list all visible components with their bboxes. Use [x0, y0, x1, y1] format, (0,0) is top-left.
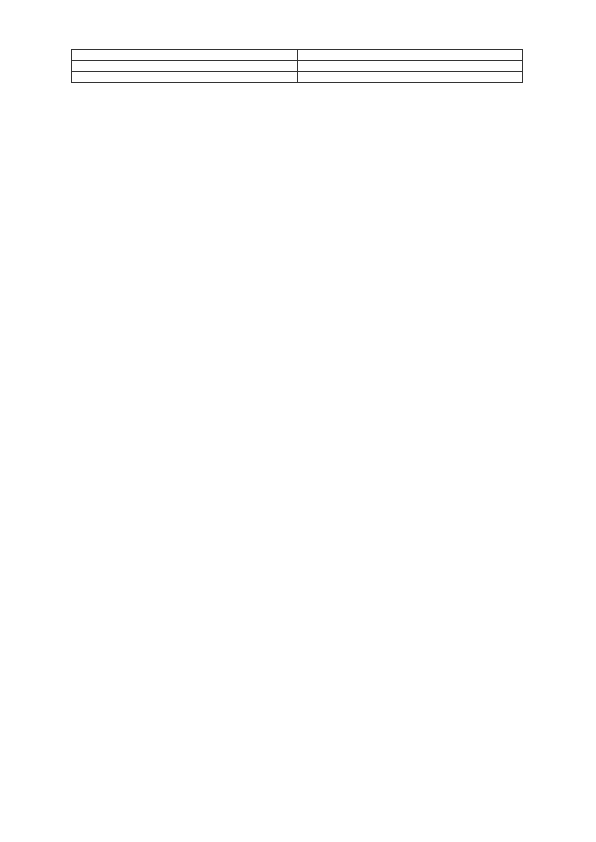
table-cell	[297, 61, 523, 72]
table-cell	[72, 72, 298, 83]
table-cell	[297, 72, 523, 83]
table-row	[72, 61, 523, 72]
t-table-header-incorrect	[297, 50, 523, 61]
table-row	[72, 72, 523, 83]
t-table-header-correct	[72, 50, 298, 61]
document-page	[58, 40, 538, 92]
table-cell	[72, 61, 298, 72]
t-table	[71, 49, 523, 83]
